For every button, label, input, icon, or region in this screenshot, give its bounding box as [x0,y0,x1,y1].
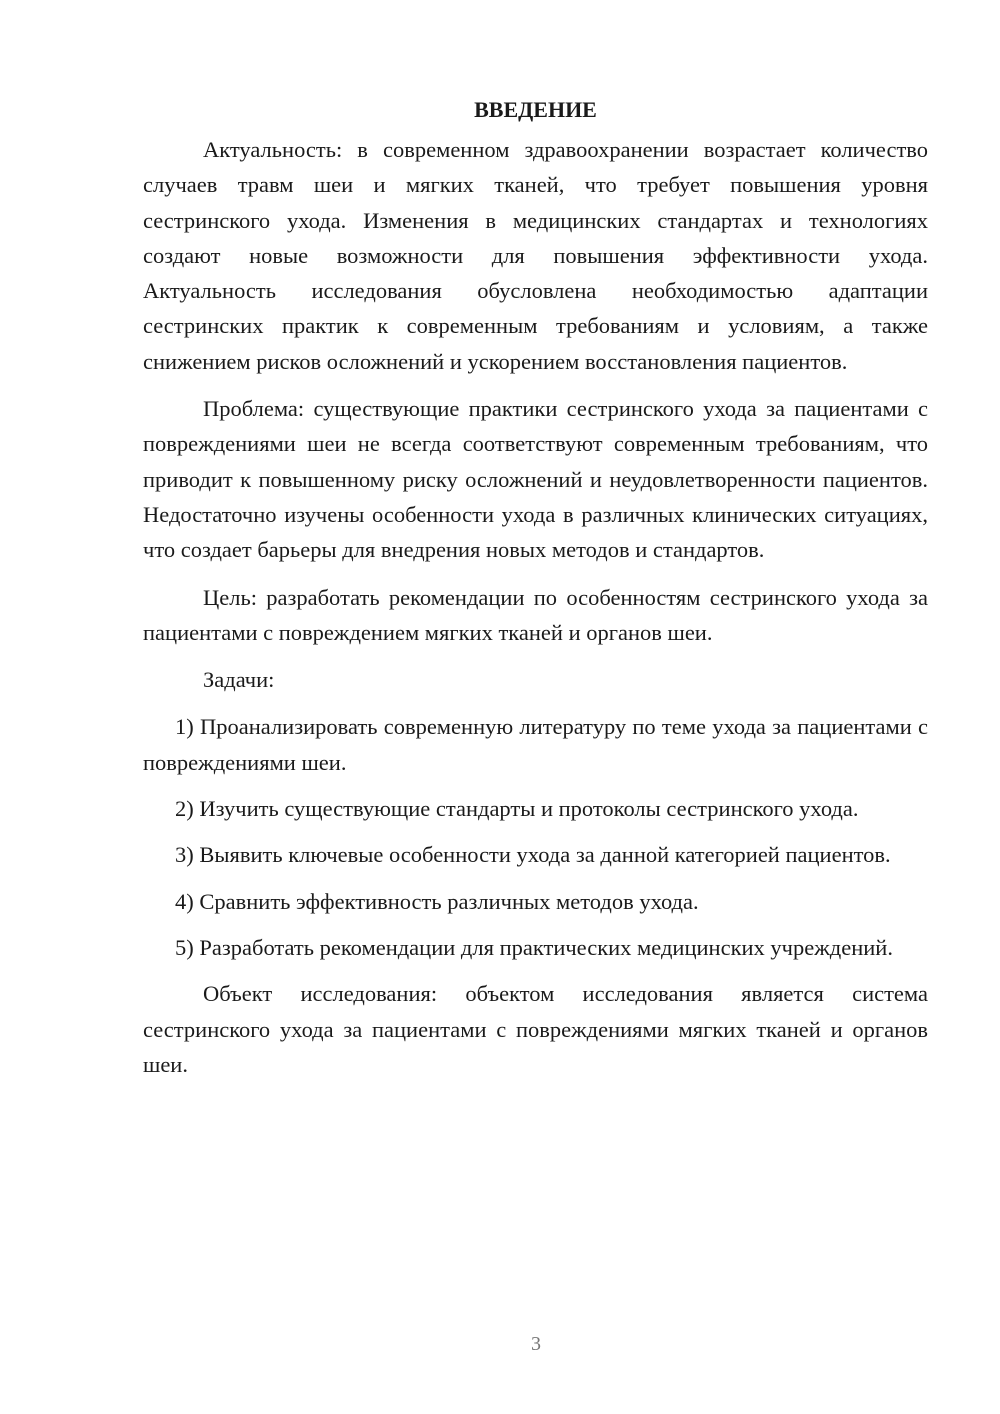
tasks-heading: Задачи: [203,667,275,693]
task-item-1: 1) Проанализировать современную литературу по теме ухода за пациентами с повреждениями шеи. [143,714,928,775]
task-item-4: 4) Сравнить эффективность различных методов ухода. [175,888,699,914]
task-item-5: 5) Разработать рекомендации для практических медицинских учреждений. [175,934,893,960]
paragraph-object: Объект исследования: объектом исследования является система сестринского ухода за пациентами с повреждениями мягких тканей и органов шеи. [143,981,928,1077]
page-number: 3 [531,1333,541,1355]
task-item-3: 3) Выявить ключевые особенности ухода за данной категорией пациентов. [175,842,891,868]
document-page [143,92,928,1082]
page-title: ВВЕДЕНИЕ [474,97,597,122]
paragraph-relevance: Актуальность: в современном здравоохранении возрастает количество случаев травм шеи и мягких тканей, что требует повышения уровня сестринского ухода. Изменения в медицинских стандартах и технологиях создают новые возможности для повышения эффективности ухода. Актуальность исследования обусловлена необходимостью адаптации сестринских практик к современным требованиям и условиям, а также снижением рисков осложнений и ускорением восстановления пациентов. [143,137,928,374]
paragraph-goal: Цель: разработать рекомендации по особенностям сестринского ухода за пациентами с повреждением мягких тканей и органов шеи. [143,584,928,645]
paragraph-problem: Проблема: существующие практики сестринского ухода за пациентами с повреждениями шеи не всегда соответствуют современным требованиям, что приводит к повышенному риску осложнений и неудовлетворенности пациентов. Недостаточно изучены особенности ухода в различных клинических ситуациях, что создает барьеры для внедрения новых методов и стандартов. [143,396,928,563]
task-item-2: 2) Изучить существующие стандарты и протоколы сестринского ухода. [175,796,859,822]
